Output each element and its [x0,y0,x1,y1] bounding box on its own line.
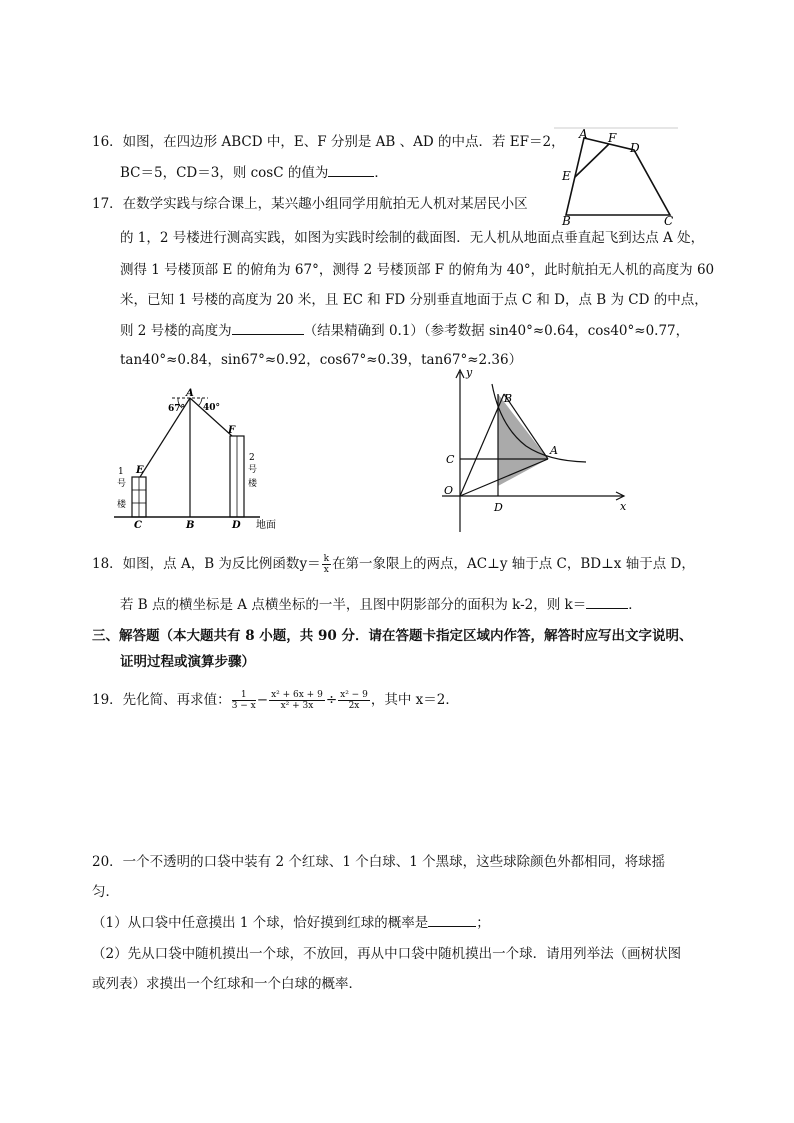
q17-line4: 米，已知 1 号楼的高度为 20 米，且 EC 和 FD 分别垂直地面于点 C 和 D，点 B 为 CD 的中点， [120,292,708,308]
q16-quadrilateral-figure [552,126,680,226]
label-c: C [664,214,674,226]
angle-40-arc [198,398,202,406]
q19-fraction-1: $\frac{1}{3 - x}$ [231,690,256,711]
label-67: 67° [168,404,186,414]
shaded-triangle-lower [498,459,548,486]
q20-line4: （2）先从口袋中随机摸出一个球，不放回，再从中口袋中随机摸出一个球．请用列举法（画树状图 [92,946,682,962]
label-d: D [630,141,640,155]
label-c: C [446,453,455,466]
q16-answer-blank [328,162,374,177]
q18-graph-figure [436,366,636,536]
label-y: y [466,366,473,379]
section3-heading-line1: 三、解答题（本大题共有 8 小题，共 90 分．请在答题卡指定区域内作答，解答时应写出文字说明、 [92,628,693,644]
q17-line5-b: （结果精确到 0.1）（参考数据 sin40°≈0.64，cos40°≈0.77， [303,323,690,339]
q17-line1: 17．在数学实践与综合课上，某兴趣小组同学用航拍无人机对某居民小区 [92,196,528,212]
q17-line5 [120,320,689,341]
label-b: B [562,214,571,226]
label-a: A [550,444,558,457]
q16-line2-end: ． [374,165,388,181]
building-1-label-3: 楼 [117,500,127,510]
label-40: 40° [203,403,221,413]
q18-y-eq: y＝ [299,556,321,572]
quad-abcd [566,138,670,215]
q18-line1-a: 18．如图，点 A，B 为反比例函数 [92,556,300,572]
q20-line3-end: ； [476,915,490,931]
q17-line2: 的 1，2 号楼进行测高实践，如图为实践时绘制的截面图．无人机从地面点垂直起飞到达点 A 处， [120,230,705,246]
q18-fraction: $\frac{k}{x}$ [323,554,330,575]
q17-answer-blank [232,320,304,335]
q19-fraction-2: $\frac{\text{x² + 6x + 9}}{\text{x² + 3x}}$ [271,690,323,711]
building-1-label-2: 号 [117,479,127,489]
label-o: O [444,484,454,497]
label-d: D [494,501,503,514]
label-b: B [504,392,513,405]
q18-answer-blank [586,594,628,609]
label-e: E [136,465,144,476]
label-f: F [608,131,617,145]
q17-line5-a: 则 2 号楼的高度为 [120,323,232,339]
building-2-label-3: 楼 [248,479,258,489]
q20-answer-blank [428,912,476,927]
q20-line5: 或列表）求摸出一个红球和一个白球的概率． [92,976,362,992]
q20-line1: 20．一个不透明的口袋中装有 2 个红球、1 个白球、1 个黑球，这些球除颜色外都相同，将球摇 [92,854,666,870]
q20-line3-a: （1）从口袋中任意摸出 1 个球，恰好摸到红球的概率是 [92,915,429,931]
q18-line1 [92,554,695,575]
segment-ef [575,144,609,177]
q18-line2 [120,594,642,615]
label-a: A [186,388,194,399]
building-1-label-1: 1 [118,467,124,477]
q18-line2-a: 若 B 点的横坐标是 A 点横坐标的一半，且图中阴影部分的面积为 k-2，则 k＝ [120,597,587,613]
q19-line [92,690,459,711]
q19-suffix: ，其中 x＝2． [370,692,459,708]
q17-building-figure [112,386,292,532]
q18-line2-end: ． [628,597,642,613]
label-b: B [186,520,195,531]
q20-line3 [92,912,490,933]
label-e: E [562,169,571,183]
q18-line1-b: 在第一象限上的两点，AC⊥y 轴于点 C，BD⊥x 轴于点 D， [332,556,695,572]
q19-minus: − [256,692,269,708]
q16-line2-text: BC＝5，CD＝3，则 cosC 的值为 [120,165,329,181]
q16-line2 [120,162,388,183]
q19-fraction-3: $\frac{\text{x² − 9}}{2x}$ [340,690,368,711]
label-a: A [579,127,588,141]
building-2-label-2: 号 [248,465,258,475]
label-f: F [228,425,236,436]
q16-line1: 16．如图，在四边形 ABCD 中，E、F 分别是 AB 、AD 的中点．若 EF＝2， [92,134,565,150]
building-2-label-1: 2 [249,453,255,463]
q17-line6: tan40°≈0.84，sin67°≈0.92，cos67°≈0.39，tan67°≈2.36） [120,352,523,368]
q20-line2: 匀． [92,884,119,900]
ground-label: 地面 [256,520,276,531]
q17-line3: 测得 1 号楼顶部 E 的俯角为 67°，测得 2 号楼顶部 F 的俯角为 40°，此时航拍无人机的高度为 60 [120,262,715,278]
q19-divide: ÷ [325,692,338,708]
section3-heading-line2: 证明过程或演算步骤） [120,654,255,670]
label-d: D [232,520,241,531]
label-x: x [620,500,627,513]
label-c: C [134,520,142,531]
q19-prefix: 19．先化简、再求值： [92,692,231,708]
